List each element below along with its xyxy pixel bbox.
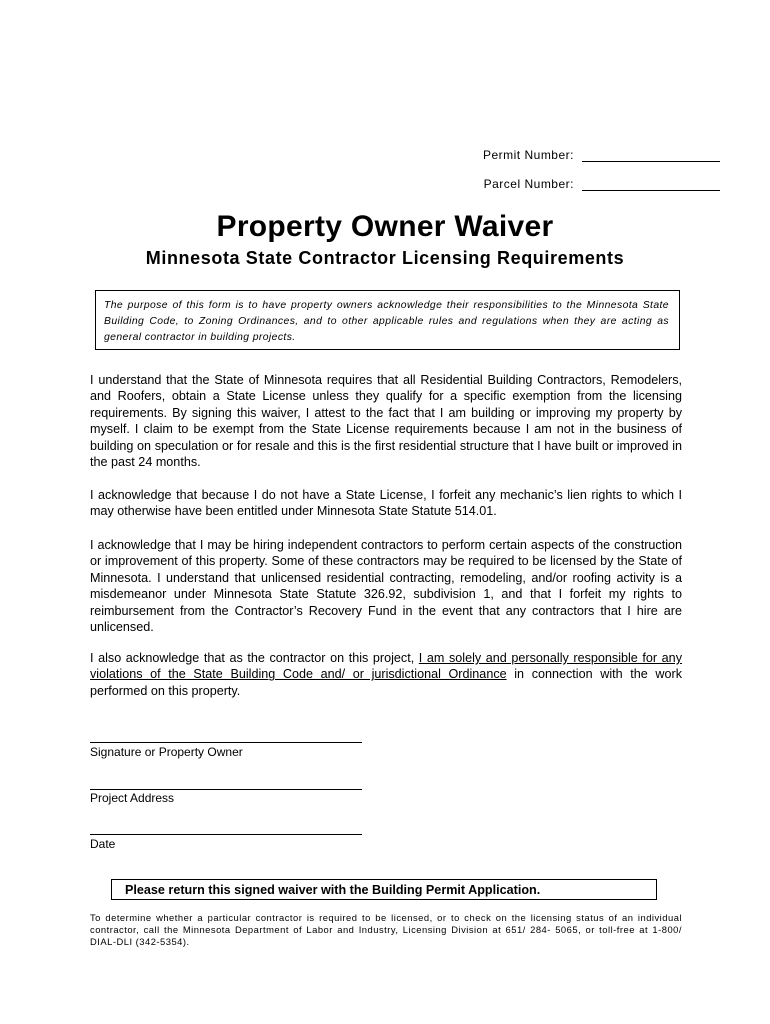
permit-number-row <box>483 148 720 162</box>
date-label: Date <box>90 837 116 851</box>
paragraph-responsibility <box>90 650 682 699</box>
date-line[interactable] <box>90 834 362 835</box>
project-address-label: Project Address <box>90 791 175 805</box>
responsibility-text-underlined: I am solely and personally responsible for any violations of the State Building Code and/ or jurisdictional Ordinance <box>90 651 682 682</box>
paragraph-independent-contractors: I acknowledge that I may be hiring independent contractors to perform certain aspects of the construction or improvement of this property. Some of these contractors may be required to be licensed by the State of Minnesota. I understand that unlicensed residential contracting, remodeling, and/or roofing activity is a misdemeanor under Minnesota State Statute 326.92, subdivision 1, and that I forfeit my rights to reimbursement from the Contractor’s Recovery Fund in the event that any contractors that I hire are unlicensed. <box>90 538 682 635</box>
parcel-number-row <box>484 177 720 191</box>
licensing-contact-note: To determine whether a particular contractor is required to be licensed, or to check on the licensing status of an individual contractor, call the Minnesota Department of Labor and Industry, Licensing Division at 651/ 284- 5065, or toll-free at 1-800/ DIAL-DLI (342-5354). <box>90 912 682 947</box>
permit-number-field[interactable] <box>582 148 720 162</box>
project-address-line[interactable] <box>90 789 362 790</box>
signature-line[interactable] <box>90 742 362 743</box>
permit-number-label: Permit Number: <box>482 148 574 162</box>
page-title: Property Owner Waiver <box>216 210 554 243</box>
responsibility-text-start: I also acknowledge that as the contractor on this project, <box>90 651 419 665</box>
responsibility-text-end: in connection with the work performed on this property. <box>90 667 682 698</box>
purpose-box: The purpose of this form is to have property owners acknowledge their responsibilities to the Minnesota State Building Code, to Zoning Ordinances, and to other applicable rules and regulations when they are acting as general contractor in building projects. <box>95 290 680 350</box>
paragraph-lien-rights: I acknowledge that because I do not have a State License, I forfeit any mechanic’s lien rights to which I may otherwise have been entitled under Minnesota State Statute 514.01. <box>90 488 682 519</box>
return-notice-box: Please return this signed waiver with the Building Permit Application. <box>111 879 657 900</box>
paragraph-licensing: I understand that the State of Minnesota requires that all Residential Building Contractors, Remodelers, and Roofers, obtain a State License unless they qualify for a specific exemption from the licensing requirements. By signing this waiver, I attest to the fact that I am building or improving my property by myself. I claim to be exempt from the State License requirements because I am not in the business of building on speculation or for resale and this is the first residential structure that I have built or improved in the past 24 months. <box>90 373 682 470</box>
signature-label: Signature or Property Owner <box>90 745 243 759</box>
page-subtitle: Minnesota State Contractor Licensing Requirements <box>145 248 625 268</box>
permit-parcel-block <box>460 0 720 200</box>
parcel-number-field[interactable] <box>582 177 720 191</box>
parcel-number-label: Parcel Number: <box>483 177 574 191</box>
